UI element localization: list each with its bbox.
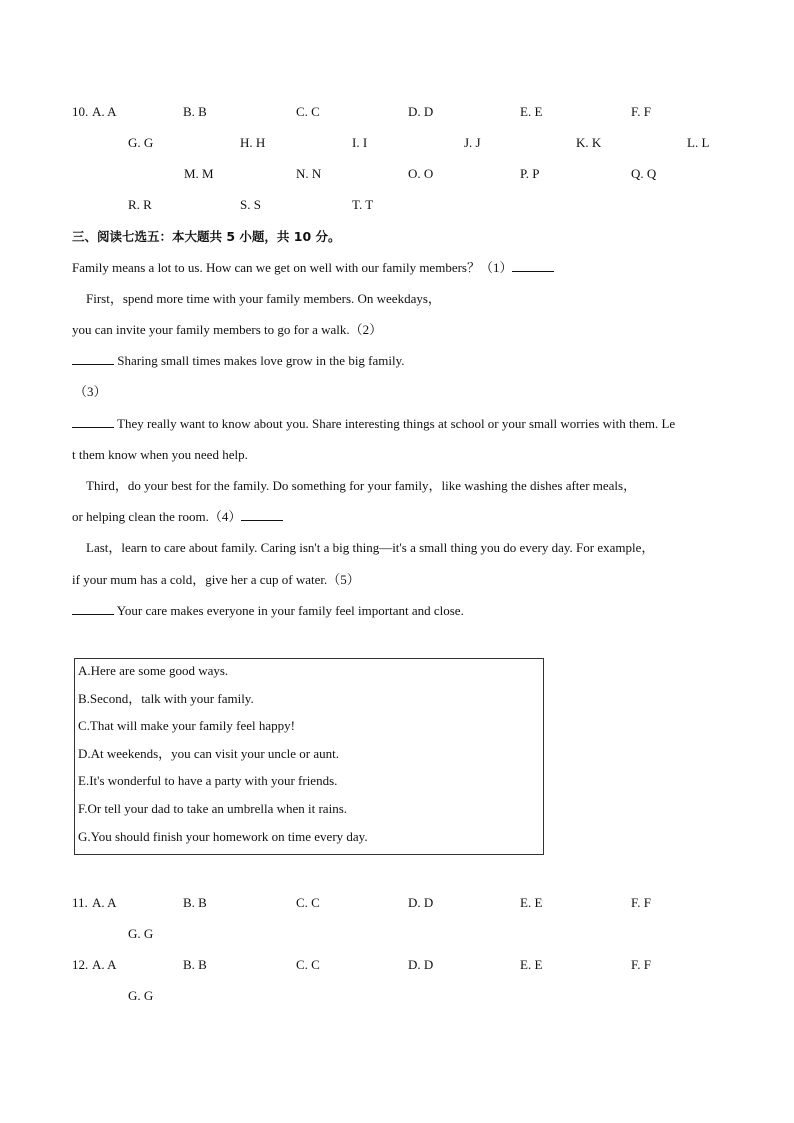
box-option-c: C.That will make your family feel happy! xyxy=(78,718,295,733)
option-d[interactable]: D. D xyxy=(408,957,434,972)
option-t[interactable]: T. T xyxy=(352,197,374,212)
answer-blank-3[interactable] xyxy=(72,415,114,428)
question-number: 12. xyxy=(72,957,89,972)
box-option-g: G.You should finish your homework on time every day. xyxy=(78,829,368,844)
passage-line xyxy=(72,415,675,433)
box-option-f: F.Or tell your dad to take an umbrella when it rains. xyxy=(78,801,348,816)
option-e[interactable]: E. E xyxy=(520,957,543,972)
option-c[interactable]: C. C xyxy=(296,104,320,119)
option-s[interactable]: S. S xyxy=(240,197,261,212)
passage-line: t them know when you need help. xyxy=(72,447,248,462)
section-title: 三、阅读七选五：本大题共 5 小题，共 10 分。 xyxy=(72,229,341,244)
option-n[interactable]: N. N xyxy=(296,166,322,181)
option-f[interactable]: F. F xyxy=(631,957,651,972)
option-a[interactable]: A. A xyxy=(92,104,117,119)
option-o[interactable]: O. O xyxy=(408,166,434,181)
option-k[interactable]: K. K xyxy=(576,135,602,150)
option-b[interactable]: B. B xyxy=(183,957,207,972)
box-option-e: E.It's wonderful to have a party with your friends. xyxy=(78,773,338,788)
answer-blank-5[interactable] xyxy=(72,602,114,615)
passage-line: Third，do your best for the family. Do something for your family，like washing the dishes after meals， xyxy=(86,478,637,493)
option-e[interactable]: E. E xyxy=(520,104,543,119)
option-g[interactable]: G. G xyxy=(128,926,154,941)
passage-text: or helping clean the room.（4） xyxy=(72,509,242,524)
options-box xyxy=(74,658,544,855)
question-number: 10. xyxy=(72,104,89,119)
passage-line xyxy=(72,352,405,370)
passage-text: Family means a lot to us. How can we get on well with our family members？（1） xyxy=(72,260,513,275)
option-e[interactable]: E. E xyxy=(520,895,543,910)
option-l[interactable]: L. L xyxy=(687,135,710,150)
option-a[interactable]: A. A xyxy=(92,957,117,972)
passage-line xyxy=(72,602,464,620)
option-b[interactable]: B. B xyxy=(183,104,207,119)
passage-line: Last，learn to care about family. Caring isn't a big thing—it's a small thing you do every day. For example， xyxy=(86,540,655,555)
passage-line: （3） xyxy=(74,384,107,399)
option-f[interactable]: F. F xyxy=(631,895,651,910)
option-d[interactable]: D. D xyxy=(408,895,434,910)
option-g[interactable]: G. G xyxy=(128,988,154,1003)
option-c[interactable]: C. C xyxy=(296,957,320,972)
passage-text: Sharing small times makes love grow in the big family. xyxy=(117,353,405,368)
box-option-a: A.Here are some good ways. xyxy=(78,663,229,678)
passage-line xyxy=(72,508,283,526)
option-a[interactable]: A. A xyxy=(92,895,117,910)
passage-line xyxy=(72,259,554,277)
passage-text: Your care makes everyone in your family feel important and close. xyxy=(116,603,464,618)
option-j[interactable]: J. J xyxy=(464,135,481,150)
option-g[interactable]: G. G xyxy=(128,135,154,150)
passage-line: First，spend more time with your family members. On weekdays， xyxy=(86,291,441,306)
option-b[interactable]: B. B xyxy=(183,895,207,910)
question-number: 11. xyxy=(72,895,88,910)
option-c[interactable]: C. C xyxy=(296,895,320,910)
box-option-b: B.Second，talk with your family. xyxy=(78,691,254,706)
passage-text: They really want to know about you. Share interesting things at school or your small worries with them. Le xyxy=(117,416,676,431)
passage-line: if your mum has a cold，give her a cup of water.（5） xyxy=(72,572,360,587)
option-r[interactable]: R. R xyxy=(128,197,152,212)
passage-line: you can invite your family members to go for a walk.（2） xyxy=(72,322,383,337)
option-q[interactable]: Q. Q xyxy=(631,166,657,181)
box-option-d: D.At weekends，you can visit your uncle or aunt. xyxy=(78,746,340,761)
option-f[interactable]: F. F xyxy=(631,104,651,119)
option-i[interactable]: I. I xyxy=(352,135,368,150)
answer-blank-2[interactable] xyxy=(72,352,114,365)
option-d[interactable]: D. D xyxy=(408,104,434,119)
answer-blank-1[interactable] xyxy=(512,259,554,272)
option-m[interactable]: M. M xyxy=(184,166,214,181)
answer-blank-4[interactable] xyxy=(241,508,283,521)
option-h[interactable]: H. H xyxy=(240,135,266,150)
option-p[interactable]: P. P xyxy=(520,166,540,181)
